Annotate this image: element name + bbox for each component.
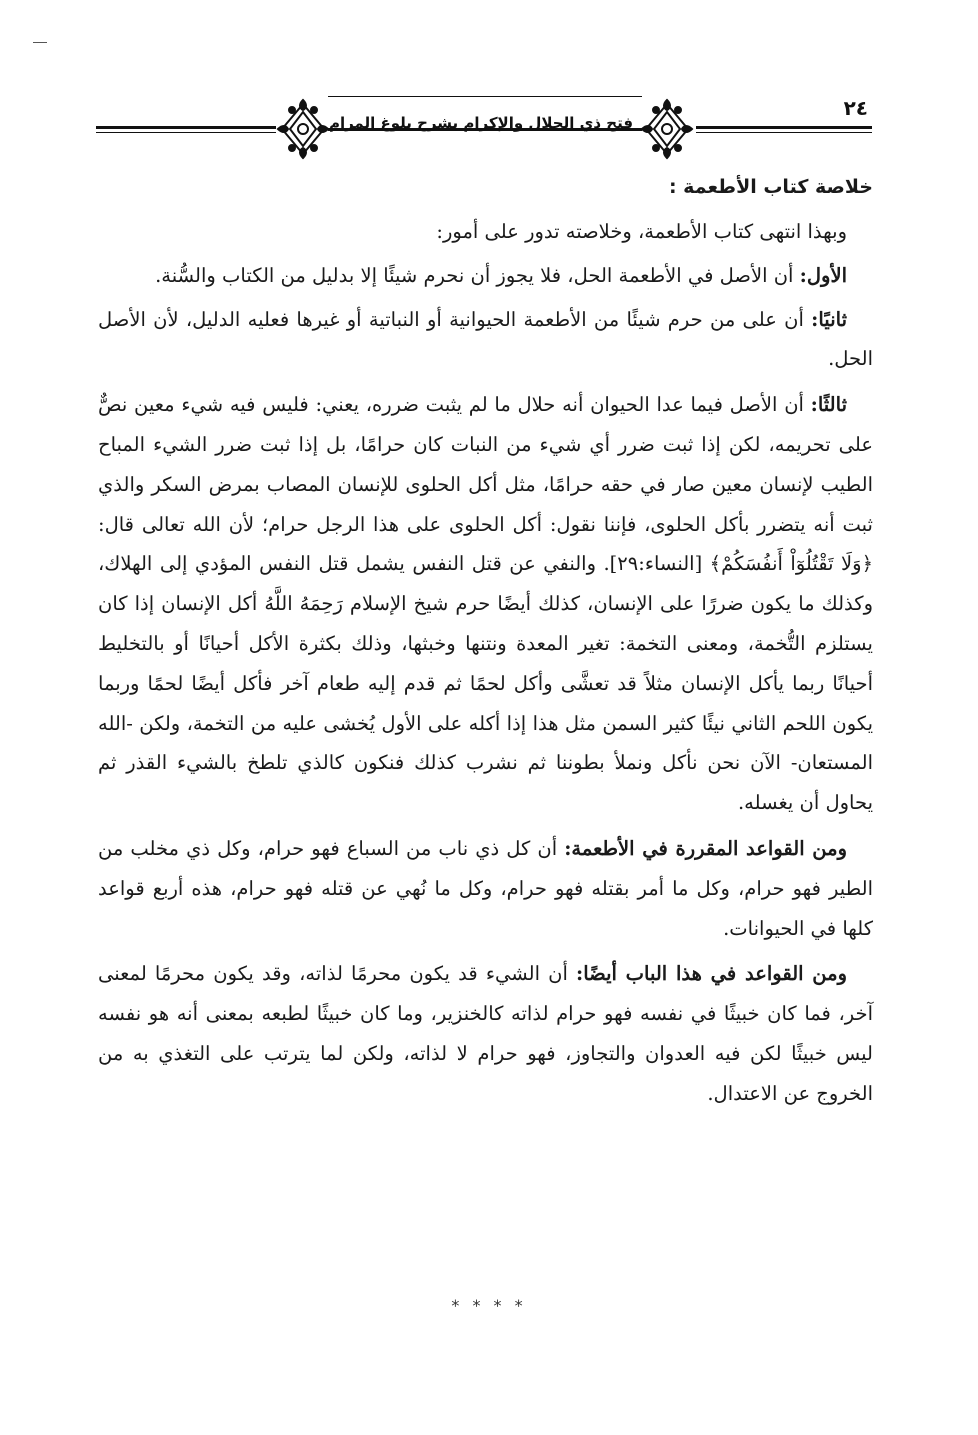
paragraph-lead: ومن القواعد المقررة في الأطعمة:: [564, 836, 847, 860]
paragraph-text: أن على من حرم شيئًا من الأطعمة الحيوانية أو النباتية أو غيرها فعليه الدليل، لأن الأصل الحل.: [98, 307, 873, 371]
header-rule-left: [96, 126, 276, 129]
paragraph-text: أن الشيء قد يكون محرمًا لذاته، وقد يكون محرمًا لمعنى آخر، فما كان خبيثًا في نفسه فهو حرام لذاته كالخنزير، وما كان خبيثًا لطبعه بمعنى أنه هو نفسه ليس خبيثًا لكن فيه العدوان والتجاوز، فهو حرام لا لذاته، ولكن لما يترتب على التغذي به من الخروج عن الاعتدال.: [98, 962, 873, 1105]
paragraph-lead: ثالثًا:: [810, 393, 847, 417]
paragraph-lead: ثانيًا:: [811, 307, 847, 331]
header-top-rule: [328, 96, 642, 97]
section-separator: * * * *: [451, 1296, 527, 1315]
paragraph-text: وبهذا انتهى كتاب الأطعمة، وخلاصته تدور على أمور:: [436, 220, 847, 243]
paragraph-text: أن الأصل فيما عدا الحيوان أنه حلال ما لم يثبت ضرره، يعني: فليس فيه شيء معين نصٌّ على تحريمه، لكن إذا ثبت ضرر أي شيء من النبات كان حرامًا، بل إذا ثبت ضرر الشيء المباح الطيب لإنسان معين صار في حقه حرامًا، مثل أكل الحلوى للإنسان المصاب بمرض السكر والذي ثبت أنه يتضرر بأكل الحلوى، فإننا نقول: أكل الحلوى على هذا الرجل حرام؛ لأن الله تعالى قال: ﴿وَلَا تَقْتُلُوٓاْ أَنفُسَكُمْ﴾ [النساء:٢٩]. والنفي عن قتل النفس يشمل قتل النفس المؤدي إلى الهلاك، وكذلك ما يكون ضررًا على الإنسان، كذلك أيضًا حرم شيخ الإسلام رَحِمَهُ اللَّهُ أكل الإنسان إذا كان يستلزم التُّخمة، ومعنى التخمة: تغير المعدة ونتنها وخبثها، وذلك بكثرة الأكل أحيانًا أو بالتخليط أحيانًا ربما يأكل الإنسان مثلاً قد تعشَّى وأكل لحمًا ثم قدم إليه طعام آخر فأكل أيضًا لحمًا وربما يكون اللحم الثاني نيئًا كثير السمن مثل هذا إذا أكله على الأول يُخشى عليه من التخمة، ولكن -الله المستعان- الآن نحن نأكل ونملأ بطوننا ثم نشرب كذلك فنكون كالذي تلطخ بالشيء القذر ثم يحاول أن يغسله.: [98, 393, 873, 815]
paragraph-text: أن الأصل في الأطعمة الحل، فلا يجوز أن نحرم شيئًا إلا بدليل من الكتاب والسُّنة.: [155, 263, 800, 287]
paragraph-lead: ومن القواعد في هذا الباب أيضًا:: [576, 962, 848, 986]
running-title: فتح ذي الجلال والإكرام بشرح بلوغ المرام: [328, 114, 634, 132]
section-heading: خلاصة كتاب الأطعمة :: [668, 176, 873, 198]
paragraph-first: [98, 256, 873, 296]
paragraph-lead: الأول:: [799, 263, 847, 287]
scan-mark: [33, 42, 47, 43]
page-header: [96, 92, 874, 152]
header-rule-right: [696, 126, 872, 129]
header-rule-right-thin: [696, 132, 872, 133]
paragraph-second: [98, 300, 873, 380]
paragraph-rules-chapter: [98, 954, 873, 1113]
paragraph-text: أن كل ذي ناب من السباع فهو حرام، وكل ذي مخلب من الطير فهو حرام، وكل ما أمر بقتله فهو حرام، وكل ما نُهي عن قتله فهو حرام، هذه أربع قواعد كلها في الحيوانات.: [98, 836, 873, 940]
page-body: [98, 168, 873, 1120]
page-number: ٢٤: [843, 96, 868, 120]
paragraph-intro: [98, 212, 873, 252]
header-rule-left-thin: [96, 132, 276, 133]
paragraph-third: [98, 385, 873, 823]
paragraph-rules-food: [98, 829, 873, 948]
left-ornament-icon: [272, 98, 334, 160]
right-ornament-icon: [636, 98, 698, 160]
